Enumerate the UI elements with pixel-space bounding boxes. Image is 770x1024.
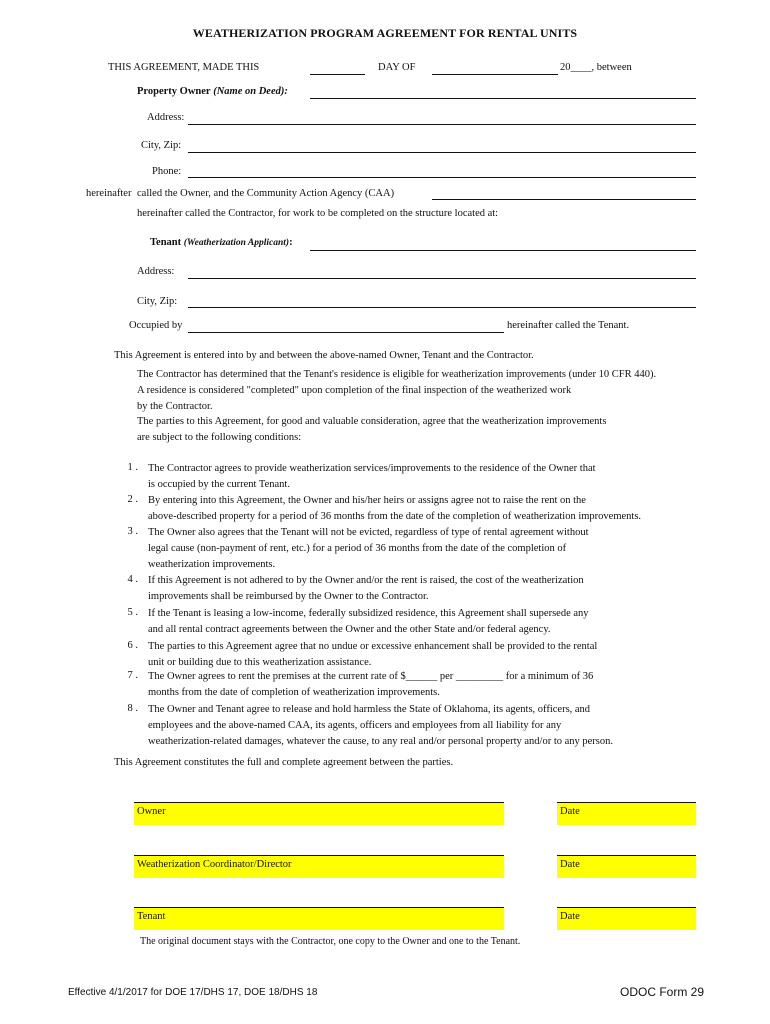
condition-line: The parties to this Agreement agree that no undue or excessive enhancement shall be provided to the rental: [148, 641, 598, 652]
condition-line: The Owner agrees to rent the premises at the current rate of $______ per _________ for a minimum of 36: [148, 671, 594, 682]
condition-number: 5 .: [127, 607, 138, 618]
condition-number: 7 .: [127, 670, 138, 681]
copy-distribution-note: The original document stays with the Contractor, one copy to the Owner and one to the Tenant.: [140, 936, 521, 947]
coordinator-date-label: Date: [560, 859, 580, 870]
condition-number: 3 .: [127, 526, 138, 537]
caa-text: called the Owner, and the Community Action Agency (CAA): [137, 188, 395, 199]
made-this-label: THIS AGREEMENT, MADE THIS: [108, 62, 260, 73]
owner-city-zip-label: City, Zip:: [141, 140, 182, 151]
form-number-footer: ODOC Form 29: [620, 985, 705, 999]
owner-phone-field[interactable]: [188, 177, 696, 178]
tenant-signature-field[interactable]: [134, 907, 504, 930]
condition-line: and all rental contract agreements between the Owner and the other State and/or federal agency.: [148, 624, 551, 635]
intro-para-3: by the Contractor.: [137, 401, 213, 412]
condition-line: months from the date of completion of weatherization improvements.: [148, 687, 440, 698]
owner-date-label: Date: [560, 806, 580, 817]
property-owner-label: [137, 86, 288, 97]
owner-signature-field[interactable]: [134, 802, 504, 825]
condition-line: The Contractor agrees to provide weatherization services/improvements to the residence of the Owner that: [148, 463, 596, 474]
owner-name-field[interactable]: [310, 98, 696, 99]
month-field[interactable]: [432, 74, 558, 75]
intro-para-2: A residence is considered "completed" upon completion of the final inspection of the weatherized work: [137, 385, 572, 396]
tenant-name-field[interactable]: [310, 250, 696, 251]
effective-date-footer: Effective 4/1/2017 for DOE 17/DHS 17, DOE 18/DHS 18: [68, 987, 318, 998]
intro-para-4: The parties to this Agreement, for good and valuable consideration, agree that the weatherization improvements: [137, 416, 607, 427]
owner-address-label: Address:: [147, 112, 185, 123]
intro-para-5: are subject to the following conditions:: [137, 432, 302, 443]
condition-line: unit or building due to this weatherization assistance.: [148, 657, 372, 668]
owner-date-field[interactable]: [557, 802, 696, 825]
condition-line: By entering into this Agreement, the Owner and his/her heirs or assigns agree not to raise the rent on the: [148, 495, 586, 506]
tenant-city-zip-label: City, Zip:: [137, 296, 178, 307]
occupied-by-label: Occupied by: [129, 320, 183, 331]
tenant-label: [150, 237, 293, 248]
property-owner-bold: Property Owner: [137, 86, 211, 97]
condition-line: legal cause (non-payment of rent, etc.) for a period of 36 months from the date of the completion of: [148, 543, 567, 554]
year-label: 20____, between: [560, 62, 632, 73]
closing-statement: This Agreement constitutes the full and complete agreement between the parties.: [114, 757, 454, 768]
condition-number: 8 .: [127, 703, 138, 714]
hereinafter-prefix: hereinafter: [86, 188, 132, 199]
tenant-bold: Tenant: [150, 237, 182, 248]
condition-line: If the Tenant is leasing a low-income, federally subsidized residence, this Agreement shall supersede any: [148, 608, 589, 619]
day-of-label: DAY OF: [378, 62, 416, 73]
intro-para-1: The Contractor has determined that the Tenant's residence is eligible for weatherization improvements (under 10 CFR 440).: [137, 369, 657, 380]
condition-line: The Owner and Tenant agree to release and hold harmless the State of Oklahoma, its agents, officers, and: [148, 704, 591, 715]
day-field[interactable]: [310, 74, 365, 75]
owner-city-zip-field[interactable]: [188, 152, 696, 153]
coordinator-signature-label: Weatherization Coordinator/Director: [137, 859, 292, 870]
intro-line: This Agreement is entered into by and between the above-named Owner, Tenant and the Contractor.: [114, 350, 534, 361]
property-owner-italic: (Name on Deed):: [213, 86, 288, 97]
condition-line: weatherization improvements.: [148, 559, 276, 570]
condition-number: 2 .: [127, 494, 138, 505]
occupied-by-field[interactable]: [188, 332, 504, 333]
contractor-text: hereinafter called the Contractor, for work to be completed on the structure located at:: [137, 208, 499, 219]
tenant-address-field[interactable]: [188, 278, 696, 279]
condition-line: is occupied by the current Tenant.: [148, 479, 290, 490]
tenant-colon: :: [289, 237, 293, 248]
condition-number: 4 .: [127, 574, 138, 585]
tenant-signature-label: Tenant: [137, 911, 166, 922]
owner-signature-label: Owner: [137, 806, 166, 817]
condition-number: 6 .: [127, 640, 138, 651]
condition-line: weatherization-related damages, whatever the cause, to any real and/or personal property and/or to any person.: [148, 736, 614, 747]
owner-address-field[interactable]: [188, 124, 696, 125]
condition-line: If this Agreement is not adhered to by the Owner and/or the rent is raised, the cost of the weatherization: [148, 575, 584, 586]
condition-line: improvements shall be reimbursed by the Owner to the Contractor.: [148, 591, 429, 602]
tenant-date-field[interactable]: [557, 907, 696, 930]
document-title: WEATHERIZATION PROGRAM AGREEMENT FOR RENTAL UNITS: [192, 26, 578, 40]
caa-field[interactable]: [432, 199, 696, 200]
tenant-city-zip-field[interactable]: [188, 307, 696, 308]
condition-line: employees and the above-named CAA, its agents, officers and employees from all liability for any: [148, 720, 562, 731]
condition-line: The Owner also agrees that the Tenant will not be evicted, regardless of type of rental agreement without: [148, 527, 589, 538]
tenant-date-label: Date: [560, 911, 580, 922]
condition-line: above-described property for a period of 36 months from the date of the completion of weatherization improvements.: [148, 511, 642, 522]
tenant-address-label: Address:: [137, 266, 175, 277]
called-tenant-text: hereinafter called the Tenant.: [507, 320, 630, 331]
coordinator-signature-field[interactable]: [134, 855, 504, 878]
coordinator-date-field[interactable]: [557, 855, 696, 878]
owner-phone-label: Phone:: [152, 166, 182, 177]
condition-number: 1 .: [127, 462, 138, 473]
tenant-italic: (Weatherization Applicant): [183, 238, 290, 248]
